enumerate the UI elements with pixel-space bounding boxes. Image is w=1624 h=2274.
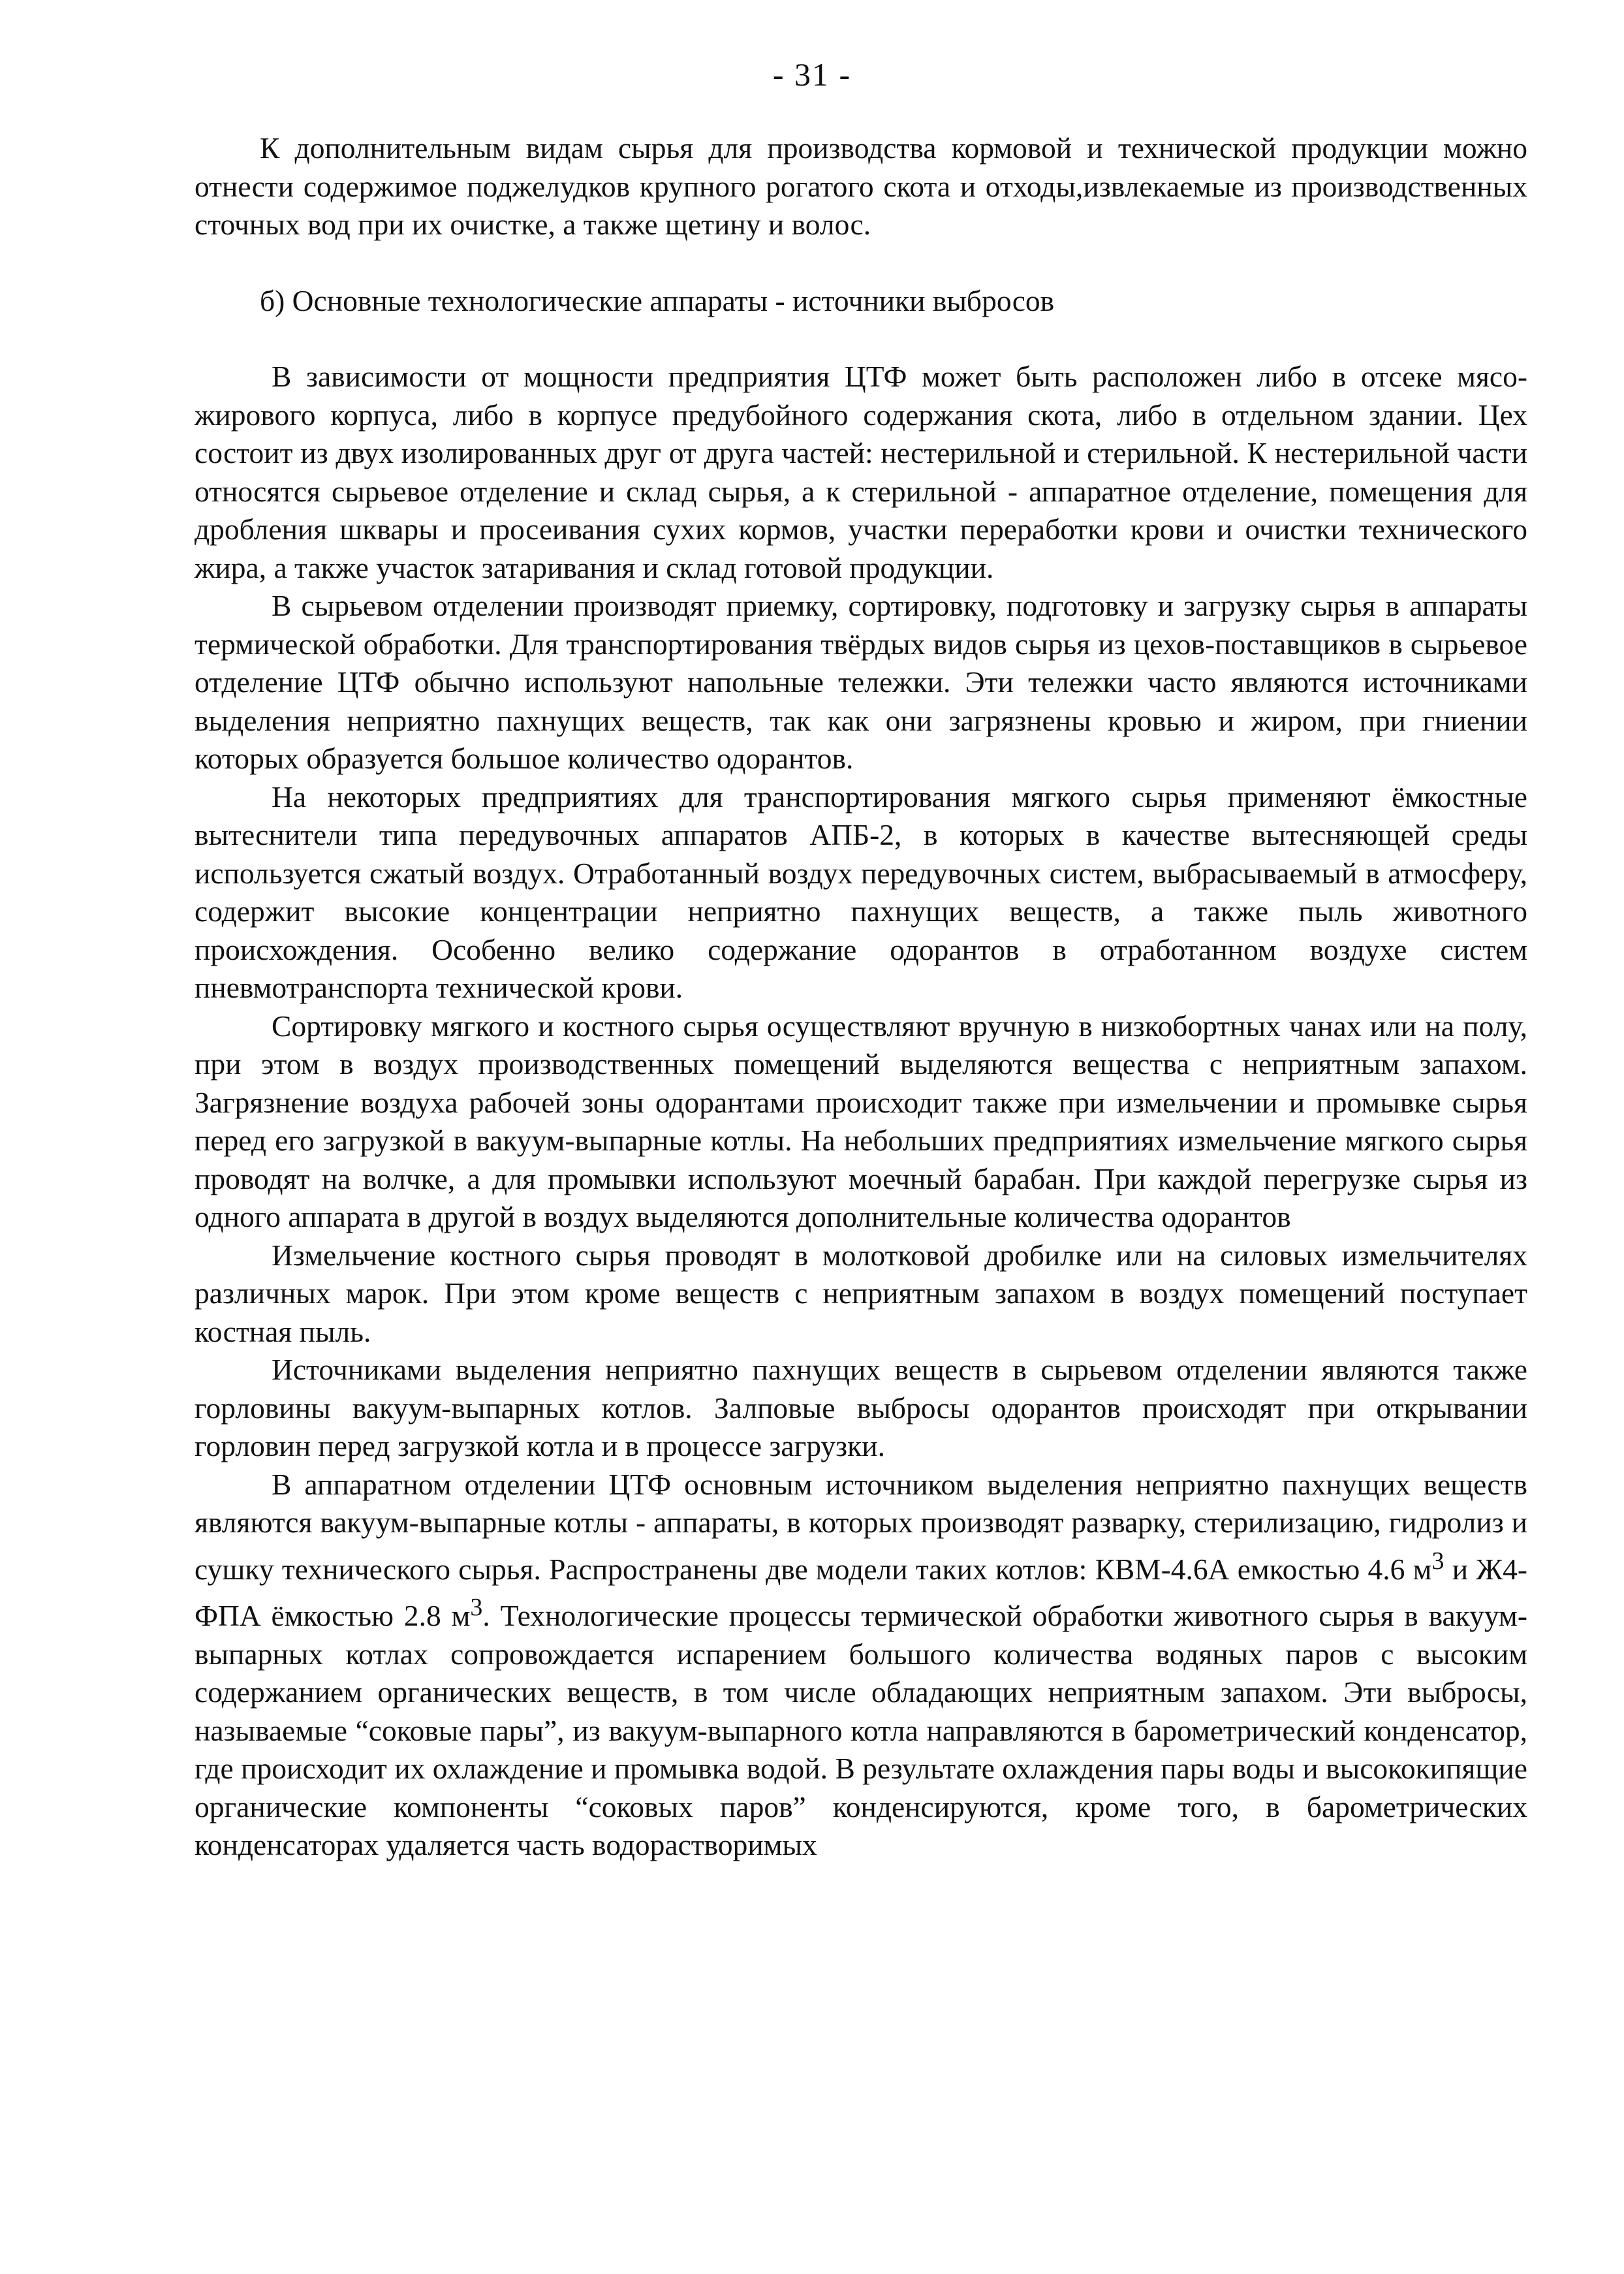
page-number: - 31 - <box>772 56 852 93</box>
paragraph: На некоторых предприятиях для транспортирования мягкого сырья применяют ёмкостные вытеснители типа передувочных аппаратов АПБ-2, в которых в качестве вытесняющей среды используется сжатый воздух. Отработанный воздух передувочных систем, выбрасываемый в атмосферу, содержит высокие концентрации неприятно пахнущих веществ, а также пыль животного происхождения. Особенно велико содержание одорантов в отработанном воздухе систем пневмотранспорта технической крови. <box>195 780 1527 1004</box>
superscript: 3 <box>470 1594 483 1622</box>
paragraph <box>195 1466 1527 1865</box>
paragraph: Источниками выделения неприятно пахнущих веществ в сырьевом отделении являются также горловины вакуум-выпарных котлов. Залповые выбросы одорантов происходят при открывании горловин перед загрузкой котла и в процессе загрузки. <box>195 1353 1527 1462</box>
paragraph-text: В аппаратном отделении ЦТФ основным источником выделения неприятно пахнущих веществ являются вакуум-выпарные котлы - аппараты, в которых производят разварку, стерилизацию, гидролиз и сушку технического сырья. Распространены две модели таких котлов: КВМ-4.6А емкостью 4.6 м <box>195 1467 1527 1586</box>
document-body <box>195 129 1527 1865</box>
superscript: 3 <box>1431 1547 1444 1575</box>
section-heading: б) Основные технологические аппараты - источники выбросов <box>260 283 1055 317</box>
paragraph: В сырьевом отделении производят приемку, сортировку, подготовку и загрузку сырья в аппараты термической обработки. Для транспортирования твёрдых видов сырья из цехов-поставщиков в сырьевое отделение ЦТФ обычно используют напольные тележки. Эти тележки часто являются источниками выделения неприятно пахнущих веществ, так как они загрязнены кровью и жиром, при гниении которых образуется большое количество одорантов. <box>195 589 1527 775</box>
paragraph: К дополнительным видам сырья для производства кормовой и технической продукции можно отнести содержимое поджелудков крупного рогатого скота и отходы,извлекаемые из производственных сточных вод при их очистке, а также щетину и волос. <box>195 131 1527 241</box>
paragraph: В зависимости от мощности предприятия ЦТФ может быть расположен либо в отсеке мясо-жирового корпуса, либо в корпусе предубойного содержания скота, либо в отдельном здании. Цех состоит из двух изолированных друг от друга частей: нестерильной и стерильной. К нестерильной части относятся сырьевое отделение и склад сырья, а к стерильной - аппаратное отделение, помещения для дробления шквары и просеивания сухих кормов, участки переработки крови и очистки технического жира, а также участок затаривания и склад готовой продукции. <box>195 360 1527 584</box>
paragraph: Сортировку мягкого и костного сырья осуществляют вручную в низкобортных чанах или на полу, при этом в воздух производственных помещений выделяются вещества с неприятным запахом. Загрязнение воздуха рабочей зоны одорантами происходит также при измельчении и промывке сырья перед его загрузкой в вакуум-выпарные котлы. На небольших предприятиях измельчение мягкого сырья проводят на волчке, а для промывки используют моечный барабан. При каждой перегрузке сырья из одного аппарата в другой в воздух выделяются дополнительные количества одорантов <box>195 1009 1527 1233</box>
paragraph: Измельчение костного сырья проводят в молотковой дробилке или на силовых измельчителях различных марок. При этом кроме веществ с неприятным запахом в воздух помещений поступает костная пыль. <box>195 1238 1527 1348</box>
paragraph-text: . Технологические процессы термической обработки животного сырья в вакуум-выпарных котлах сопровождается испарением большого количества водяных паров с высоким содержанием органических веществ, в том числе обладающих неприятным запахом. Эти выбросы, называемые “соковые пары”, из вакуум-выпарного котла направляются в барометрический конденсатор, где происходит их охлаждение и промывка водой. В результате охлаждения пары воды и высококипящие органические компоненты “соковых паров” конденсируются, кроме того, в барометрических конденсаторах удаляется часть водорастворимых <box>195 1599 1527 1862</box>
paragraph-text: и Ж4-ФПА ёмкостью 2.8 м <box>195 1552 1527 1633</box>
